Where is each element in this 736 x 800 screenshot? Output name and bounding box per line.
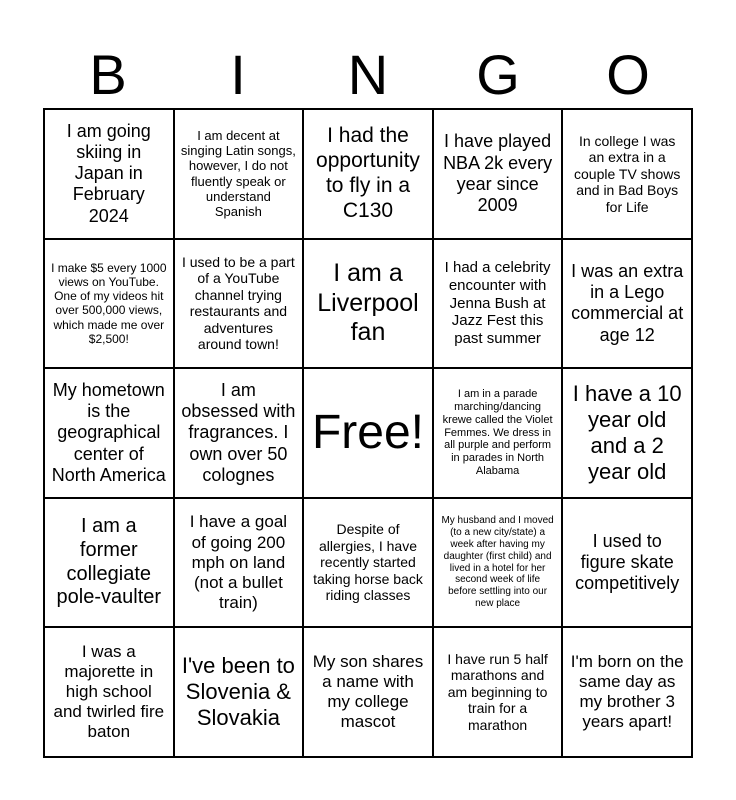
cell-text: I am a former collegiate pole-vaulter <box>56 515 162 609</box>
cell-text: I'm born on the same day as my brother 3 years apart! <box>570 652 684 732</box>
header-letter-o: O <box>606 43 650 106</box>
cell-text: I had a celebrity encounter with Jenna Bush at Jazz Fest this past summer <box>444 259 551 347</box>
bingo-cell-5[interactable] <box>562 109 692 239</box>
bingo-cell-14[interactable] <box>433 368 563 498</box>
bingo-cell-10[interactable] <box>562 239 692 369</box>
cell-text: I am in a parade marching/dancing krewe called the Violet Femmes. We dress in all purple and perform in parades in North Alabama <box>442 387 553 478</box>
bingo-cell-22[interactable] <box>174 627 304 757</box>
bingo-grid <box>43 108 693 758</box>
bingo-cell-6[interactable] <box>44 239 174 369</box>
cell-text: My son shares a name with my college mascot <box>312 652 424 732</box>
header-letter-i: I <box>230 43 246 106</box>
bingo-cell-18[interactable] <box>303 498 433 628</box>
cell-text: I am obsessed with fragrances. I own over 50 colognes <box>181 379 296 485</box>
header-letter-b: B <box>89 43 127 106</box>
cell-text: I used to figure skate competitively <box>575 530 680 594</box>
bingo-cell-17[interactable] <box>174 498 304 628</box>
bingo-cell-7[interactable] <box>174 239 304 369</box>
header-letter-n: N <box>347 43 389 106</box>
bingo-cell-2[interactable] <box>174 109 304 239</box>
cell-text: My hometown is the geographical center of North America <box>51 379 166 485</box>
cell-text: My husband and I moved (to a new city/state) a week after having my daughter (first child) and lived in a hotel for her second week of life before settling into our new place <box>441 515 554 609</box>
bingo-cell-15[interactable] <box>562 368 692 498</box>
bingo-cell-19[interactable] <box>433 498 563 628</box>
bingo-cell-11[interactable] <box>44 368 174 498</box>
cell-text: I used to be a part of a YouTube channel trying restaurants and adventures around town! <box>181 253 295 353</box>
bingo-cell-23[interactable] <box>303 627 433 757</box>
cell-text: I am going skiing in Japan in February 2024 <box>66 120 151 226</box>
bingo-cell-4[interactable] <box>433 109 563 239</box>
bingo-cell-8[interactable] <box>303 239 433 369</box>
bingo-cell-3[interactable] <box>303 109 433 239</box>
bingo-cell-25[interactable] <box>562 627 692 757</box>
cell-text: I make $5 every 1000 views on YouTube. One of my videos hit over 500,000 views, which made me over $2,500! <box>51 260 167 346</box>
cell-text: I am a Liverpool fan <box>317 259 419 347</box>
cell-text: I was an extra in a Lego commercial at age 12 <box>571 260 684 345</box>
bingo-cell-9[interactable] <box>433 239 563 369</box>
bingo-cell-24[interactable] <box>433 627 563 757</box>
cell-text: I have a goal of going 200 mph on land (not a bullet train) <box>189 512 288 612</box>
bingo-cell-12[interactable] <box>174 368 304 498</box>
bingo-cell-16[interactable] <box>44 498 174 628</box>
cell-text: I was a majorette in high school and twirled fire baton <box>53 642 165 742</box>
cell-text: I've been to Slovenia & Slovakia <box>181 653 295 731</box>
free-space-cell[interactable] <box>303 368 433 498</box>
bingo-cell-1[interactable] <box>44 109 174 239</box>
free-space-text: Free! <box>311 405 424 459</box>
header-letter-g: G <box>476 43 520 106</box>
cell-text: I had the opportunity to fly in a C130 <box>316 124 420 222</box>
bingo-cell-21[interactable] <box>44 627 174 757</box>
cell-text: Despite of allergies, I have recently started taking horse back riding classes <box>313 521 423 604</box>
cell-text: I have played NBA 2k every year since 2009 <box>443 131 553 216</box>
bingo-cell-20[interactable] <box>562 498 692 628</box>
bingo-header <box>43 40 693 110</box>
cell-text: I have run 5 half marathons and am beginning to train for a marathon <box>447 650 548 733</box>
cell-text: I have a 10 year old and a 2 year old <box>572 381 682 484</box>
cell-text: In college I was an extra in a couple TV shows and in Bad Boys for Life <box>574 132 681 215</box>
cell-text: I am decent at singing Latin songs, however, I do not fluently speak or understand Spanish <box>180 127 296 220</box>
